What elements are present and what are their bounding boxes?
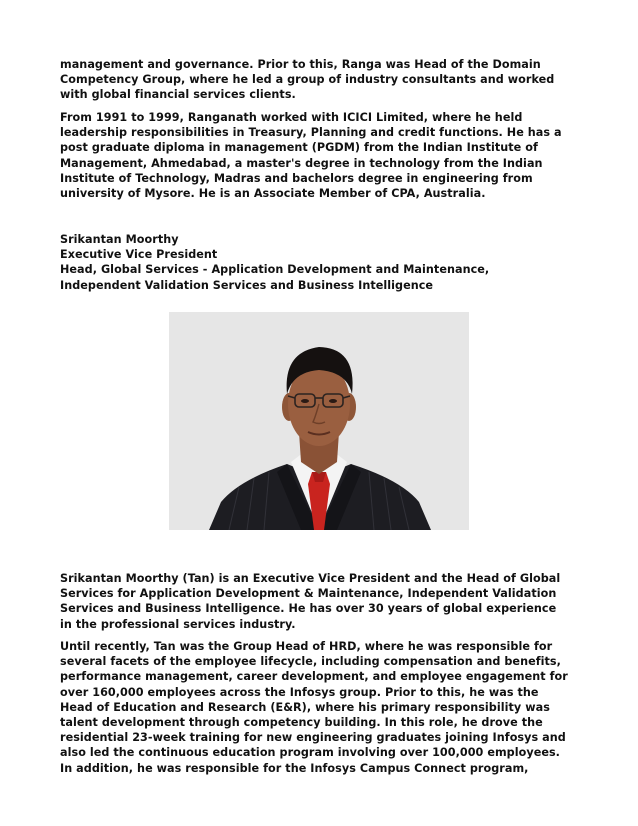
paragraph-governance <box>60 57 580 103</box>
profile-role-line: Independent Validation Services and Business Intelligence <box>60 278 434 292</box>
text-line: Until recently, Tan was the Group Head of HRD, where he was responsible for <box>60 640 553 653</box>
text-line: university of Mysore. He is an Associate Member of CPA, Australia. <box>60 187 486 201</box>
text-line: several facets of the employee lifecycle, including compensation and benefits, <box>60 655 561 669</box>
text-line: Institute of Technology, Madras and bachelors degree in engineering from <box>60 171 533 185</box>
text-line: over 160,000 employees across the Infosys group. Prior to this, he was the <box>60 685 539 699</box>
text-line: From 1991 to 1999, Ranganath worked with ICICI Limited, where he held <box>60 111 523 124</box>
paragraph-tan-intro <box>60 571 580 632</box>
text-line: with global financial services clients. <box>60 88 296 102</box>
text-line: talent development through competency building. In this role, he drove the <box>60 716 543 730</box>
text-line: Srikantan Moorthy (Tan) is an Executive Vice President and the Head of Global <box>60 572 561 585</box>
paragraph-tan-career <box>60 639 580 776</box>
text-line: Management, Ahmedabad, a master's degree in technology from the Indian <box>60 156 543 170</box>
text-line: in the professional services industry. <box>60 617 296 631</box>
text-line: management and governance. Prior to this, Ranga was Head of the Domain <box>60 58 541 71</box>
profile-title: Executive Vice President <box>60 248 218 262</box>
text-line: leadership responsibilities in Treasury, Planning and credit functions. He has a <box>60 126 562 140</box>
text-line: performance management, career development, and employee engagement for <box>60 670 568 684</box>
paragraph-ranganath-career <box>60 110 580 201</box>
text-line: Services and Business Intelligence. He has over 30 years of global experience <box>60 602 557 616</box>
left-eye <box>301 399 309 403</box>
profile-photo <box>169 312 469 530</box>
text-line: Competency Group, where he led a group of industry consultants and worked <box>60 73 555 87</box>
text-line: Services for Application Development & Maintenance, Independent Validation <box>60 587 557 601</box>
text-line: post graduate diploma in management (PGDM) from the Indian Institute of <box>60 141 538 155</box>
right-eye <box>329 399 337 403</box>
text-line: In addition, he was responsible for the Infosys Campus Connect program, <box>60 761 529 775</box>
profile-role-line: Head, Global Services - Application Development and Maintenance, <box>60 263 490 277</box>
profile-name: Srikantan Moorthy <box>60 233 179 246</box>
profile-heading <box>60 232 580 293</box>
text-line: residential 23-week training for new engineering graduates joining Infosys and <box>60 731 566 745</box>
text-line: also led the continuous education program involving over 100,000 employees. <box>60 746 560 760</box>
text-line: Head of Education and Research (E&R), where his primary responsibility was <box>60 700 550 714</box>
